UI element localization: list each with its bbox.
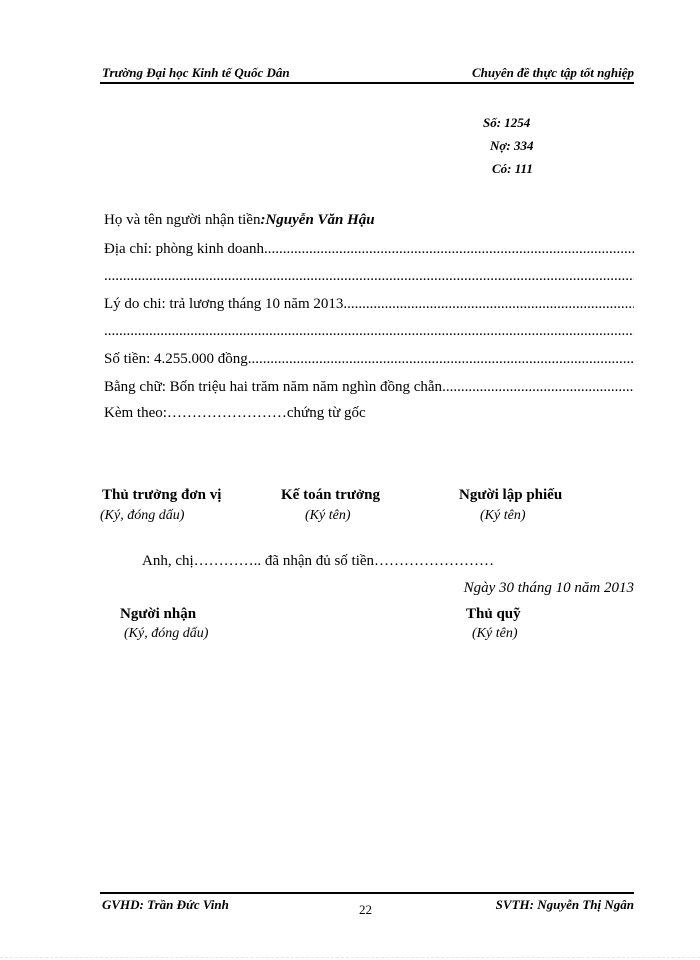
signature-recipient-title: Người nhận [120,606,197,622]
amount-text: Số tiền: 4.255.000 đồng [104,351,248,367]
dotted-leader [248,351,634,368]
signature-chief-accountant-note: (Ký tên) [305,508,351,523]
header-rule [100,82,634,84]
reason-line [104,293,634,313]
reason-text: Lý do chi: trả lương tháng 10 năm 2013 [104,296,344,312]
signature-head-of-unit-note: (Ký, đóng dấu) [100,508,185,523]
signature-cashier-title: Thủ quỹ [466,606,521,622]
attached-line: Kèm theo:……………………chứng từ gốc [104,405,366,421]
dotted-leader [104,268,634,285]
address-line [104,238,634,258]
voucher-number: Số: 1254 [483,115,531,130]
dotted-leader [343,296,634,313]
signature-preparer-note: (Ký tên) [480,508,526,523]
dotted-leader [104,323,634,340]
address-continuation [104,265,634,285]
recipient-label: Họ và tên người nhận tiền [104,212,261,228]
signature-chief-accountant-title: Kế toán trưởng [281,487,380,503]
amount-line [104,348,634,368]
signature-cashier-note: (Ký tên) [472,626,518,641]
debit-account: Nợ: 334 [490,138,534,153]
signature-preparer-title: Người lập phiếu [459,487,563,503]
credit-account: Có: 111 [492,161,533,176]
footer-supervisor: GVHD: Trần Đức Vinh [102,897,229,912]
amount-words-line [104,376,634,396]
recipient-line [104,212,375,229]
dotted-leader [264,241,634,258]
page-number: 22 [359,902,372,917]
reason-continuation [104,320,634,340]
received-line: Anh, chị………….. đã nhận đủ số tiền…………………… [142,553,495,569]
dotted-leader [442,379,634,396]
signature-recipient-note: (Ký, đóng dấu) [124,626,209,641]
signature-head-of-unit-title: Thủ trưởng đơn vị [102,487,222,503]
footer-student: SVTH: Nguyễn Thị Ngân [495,897,634,912]
date-line: Ngày 30 tháng 10 năm 2013 [463,580,634,596]
page-edge [0,957,700,958]
amount-words-text: Bằng chữ: Bốn triệu hai trăm năm năm nghìn đồng chẵn [104,379,443,395]
header-school: Trường Đại học Kinh tế Quốc Dân [102,65,290,80]
footer-rule [100,892,634,894]
recipient-name: :Nguyễn Văn Hậu [260,212,375,228]
address-text: Địa chỉ: phòng kinh doanh [104,241,264,257]
header-report-title: Chuyên đề thực tập tốt nghiệp [472,65,634,80]
